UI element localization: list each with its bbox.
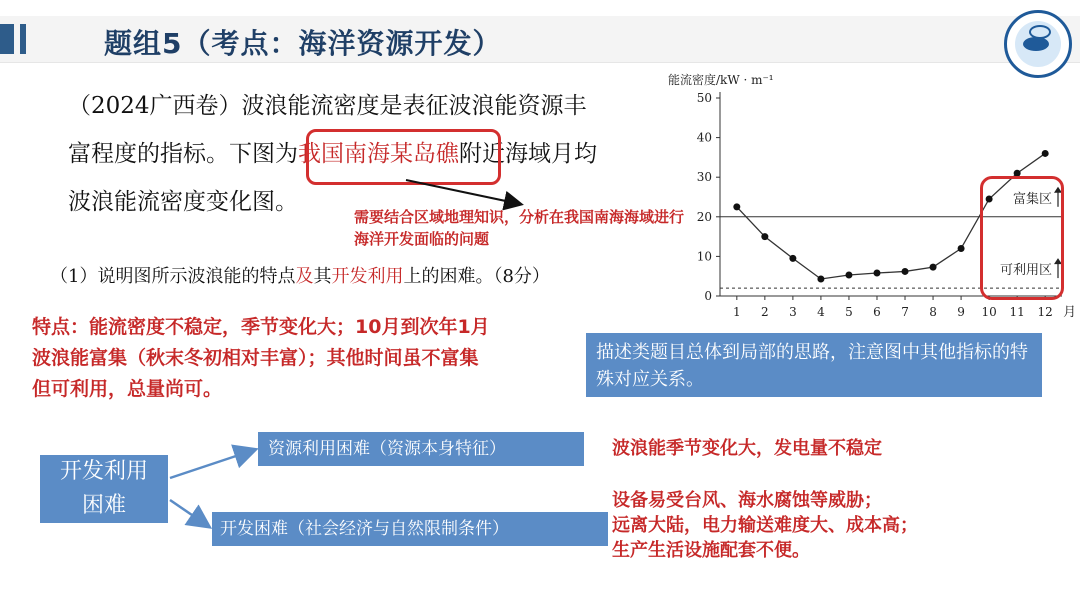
branch-development: 开发困难（社会经济与自然限制条件） <box>212 512 608 546</box>
x-tick-label: 3 <box>789 305 797 319</box>
y-tick-label: 0 <box>704 289 712 303</box>
branch-resource: 资源利用困难（资源本身特征） <box>258 432 584 466</box>
x-tick-label: 4 <box>817 305 825 319</box>
reference-line-label: 可利用区 <box>999 263 1052 279</box>
y-tick-label: 10 <box>696 249 712 264</box>
y-axis-label: 能流密度/kW · m⁻¹ <box>668 73 774 87</box>
y-tick-label: 50 <box>696 91 712 105</box>
x-tick-label: 12 <box>1037 305 1053 319</box>
region-annotation: 需要结合区域地理知识，分析在我国南海海域进行海洋开发面临的问题 <box>354 208 685 248</box>
x-tick-label: 5 <box>845 305 853 319</box>
y-tick-label: 30 <box>696 170 712 185</box>
features-line-3: 但可利用，总量尚可。 <box>32 378 223 400</box>
question-highlight: 我国南海某岛礁 <box>298 141 459 167</box>
answer-line-1: 设备易受台风、海水腐蚀等威胁； <box>612 490 882 511</box>
x-tick-label: 10 <box>981 305 997 319</box>
question-line-2-post: 附近海域月均 <box>459 141 597 167</box>
x-tick-label: 7 <box>901 305 909 319</box>
chart-highlight-box <box>980 176 1064 300</box>
answer-line-2: 远离大陆，电力输送难度大、成本高； <box>612 515 918 536</box>
x-tick-label: 11 <box>1009 305 1025 319</box>
x-tick-label: 9 <box>957 305 965 319</box>
data-point <box>930 264 937 271</box>
x-tick-label: 1 <box>732 305 741 319</box>
question-line-2-pre: 富程度的指标。下图为 <box>68 141 298 167</box>
data-point <box>761 233 768 240</box>
difficulty-root-line-1: 开发利用 <box>59 459 148 484</box>
answer-resource: 波浪能季节变化大，发电量不稳定 <box>612 438 882 459</box>
features-answer <box>32 312 592 405</box>
y-tick-label: 40 <box>696 130 712 145</box>
subquestion-text: （1）说明图所示波浪能的特点 <box>50 266 296 287</box>
data-point <box>817 275 824 282</box>
x-tick-label: 8 <box>929 305 937 319</box>
difficulty-root <box>40 455 168 523</box>
subquestion-mid: 其 <box>313 266 332 287</box>
data-point <box>958 245 965 252</box>
subquestion-score: 上的困难。（8分） <box>403 266 550 287</box>
data-point <box>1042 150 1049 157</box>
x-tick-label: 2 <box>761 305 769 319</box>
tip-box: 描述类题目总体到局部的思路，注意图中其他指标的特殊对应关系。 <box>586 333 1042 397</box>
page-title: 题组5（考点：海洋资源开发） <box>104 27 502 60</box>
data-point <box>873 270 880 277</box>
answer-development <box>612 488 918 563</box>
data-point <box>733 203 740 210</box>
data-point <box>845 272 852 279</box>
reference-line-label: 富集区 <box>1012 191 1052 207</box>
features-line-1: 特点：能流密度不稳定，季节变化大；10月到次年1月 <box>32 316 490 338</box>
subquestion-key: 开发利用 <box>331 266 404 287</box>
data-point <box>902 268 909 275</box>
question-line-3: 波浪能流密度变化图。 <box>68 189 298 215</box>
answer-line-3: 生产生活设施配套不便。 <box>612 540 810 561</box>
x-tick-label: 6 <box>873 305 881 319</box>
question-line-1: （2024广西卷）波浪能流密度是表征波浪能资源丰 <box>68 93 587 119</box>
data-point <box>789 255 796 262</box>
x-axis-unit: 月 <box>1063 305 1077 320</box>
difficulty-root-line-2: 困难 <box>81 493 126 518</box>
subquestion-and: 及 <box>295 266 314 287</box>
y-tick-label: 20 <box>696 209 712 224</box>
subquestion-1 <box>50 262 550 288</box>
features-line-2: 波浪能富集（秋末冬初相对丰富）；其他时间虽不富集 <box>32 347 479 369</box>
